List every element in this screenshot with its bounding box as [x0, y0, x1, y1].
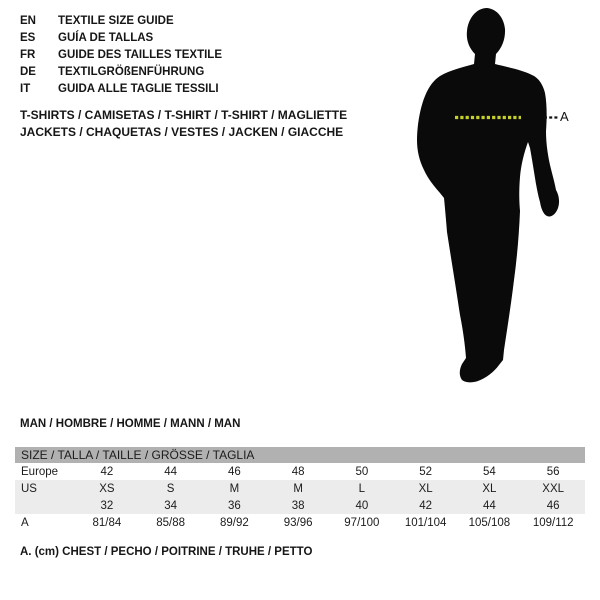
- language-code: DE: [20, 66, 36, 78]
- table-cell: 44: [164, 465, 178, 478]
- table-cell: 52: [419, 465, 433, 478]
- table-cell: 42: [100, 465, 114, 478]
- category-line-jackets: JACKETS / CHAQUETAS / VESTES / JACKEN / GIACCHE: [20, 125, 344, 139]
- table-cell: XL: [458, 480, 522, 497]
- row-label: [15, 497, 75, 514]
- table-cell: XL: [394, 480, 458, 497]
- table-row-chest-cm: [15, 514, 585, 531]
- language-row-en: [20, 13, 222, 30]
- man-silhouette-svg: [390, 0, 600, 400]
- measurement-label-a: A: [560, 109, 569, 124]
- table-cell: 54: [482, 465, 496, 478]
- language-code: FR: [20, 49, 36, 61]
- table-cell: 93/96: [283, 516, 313, 529]
- table-cell: 81/84: [92, 516, 122, 529]
- table-row-us: [15, 480, 585, 497]
- table-cell: 56: [546, 465, 560, 478]
- language-label: GUIDE DES TAILLES TEXTILE: [58, 49, 222, 61]
- language-label: GUIDA ALLE TAGLIE TESSILI: [58, 83, 219, 95]
- size-table-header-row: [15, 447, 585, 463]
- table-cell: M: [203, 480, 267, 497]
- table-cell: 48: [291, 465, 305, 478]
- size-table: [15, 447, 585, 531]
- table-cell: L: [330, 480, 394, 497]
- table-cell: S: [139, 480, 203, 497]
- row-label: Europe: [21, 465, 59, 478]
- table-cell: 50: [355, 465, 369, 478]
- table-cell: 97/100: [344, 516, 380, 529]
- table-cell: XS: [75, 480, 139, 497]
- table-cell: 40: [330, 497, 394, 514]
- table-row-europe: [15, 463, 585, 480]
- language-code: IT: [20, 83, 31, 95]
- table-cell: M: [266, 480, 330, 497]
- table-cell: 32: [75, 497, 139, 514]
- table-cell: 46: [227, 465, 241, 478]
- language-code: EN: [20, 15, 36, 27]
- table-cell: 34: [139, 497, 203, 514]
- language-row-it: [20, 81, 222, 98]
- table-cell: 36: [203, 497, 267, 514]
- language-row-es: [20, 30, 222, 47]
- section-title-man: MAN / HOMBRE / HOMME / MANN / MAN: [20, 418, 241, 430]
- table-cell: 42: [394, 497, 458, 514]
- language-code: ES: [20, 32, 36, 44]
- language-label: TEXTILGRÖßENFÜHRUNG: [58, 66, 205, 78]
- language-row-fr: [20, 47, 222, 64]
- table-cell: 89/92: [219, 516, 249, 529]
- table-cell: 85/88: [156, 516, 186, 529]
- table-cell: 38: [266, 497, 330, 514]
- row-label: US: [15, 480, 75, 497]
- table-cell: XXL: [521, 480, 585, 497]
- table-cell: 44: [458, 497, 522, 514]
- table-cell: 109/112: [532, 516, 574, 529]
- language-label: TEXTILE SIZE GUIDE: [58, 15, 174, 27]
- size-table-header: SIZE / TALLA / TAILLE / GRÖSSE / TAGLIA: [15, 447, 585, 463]
- footnote-chest: A. (cm) CHEST / PECHO / POITRINE / TRUHE / PETTO: [20, 546, 313, 558]
- table-cell: 101/104: [404, 516, 447, 529]
- row-label: A: [21, 516, 29, 529]
- category-line-tshirts: T-SHIRTS / CAMISETAS / T-SHIRT / T-SHIRT / MAGLIETTE: [20, 108, 348, 122]
- table-row-uk-sizes: [15, 497, 585, 514]
- man-silhouette-path: [417, 8, 559, 382]
- language-guide-list: [20, 13, 222, 98]
- language-row-de: [20, 64, 222, 81]
- language-label: GUÍA DE TALLAS: [58, 32, 154, 44]
- table-cell: 46: [521, 497, 585, 514]
- man-silhouette: [390, 0, 600, 400]
- category-lines: [20, 107, 347, 141]
- table-cell: 105/108: [468, 516, 511, 529]
